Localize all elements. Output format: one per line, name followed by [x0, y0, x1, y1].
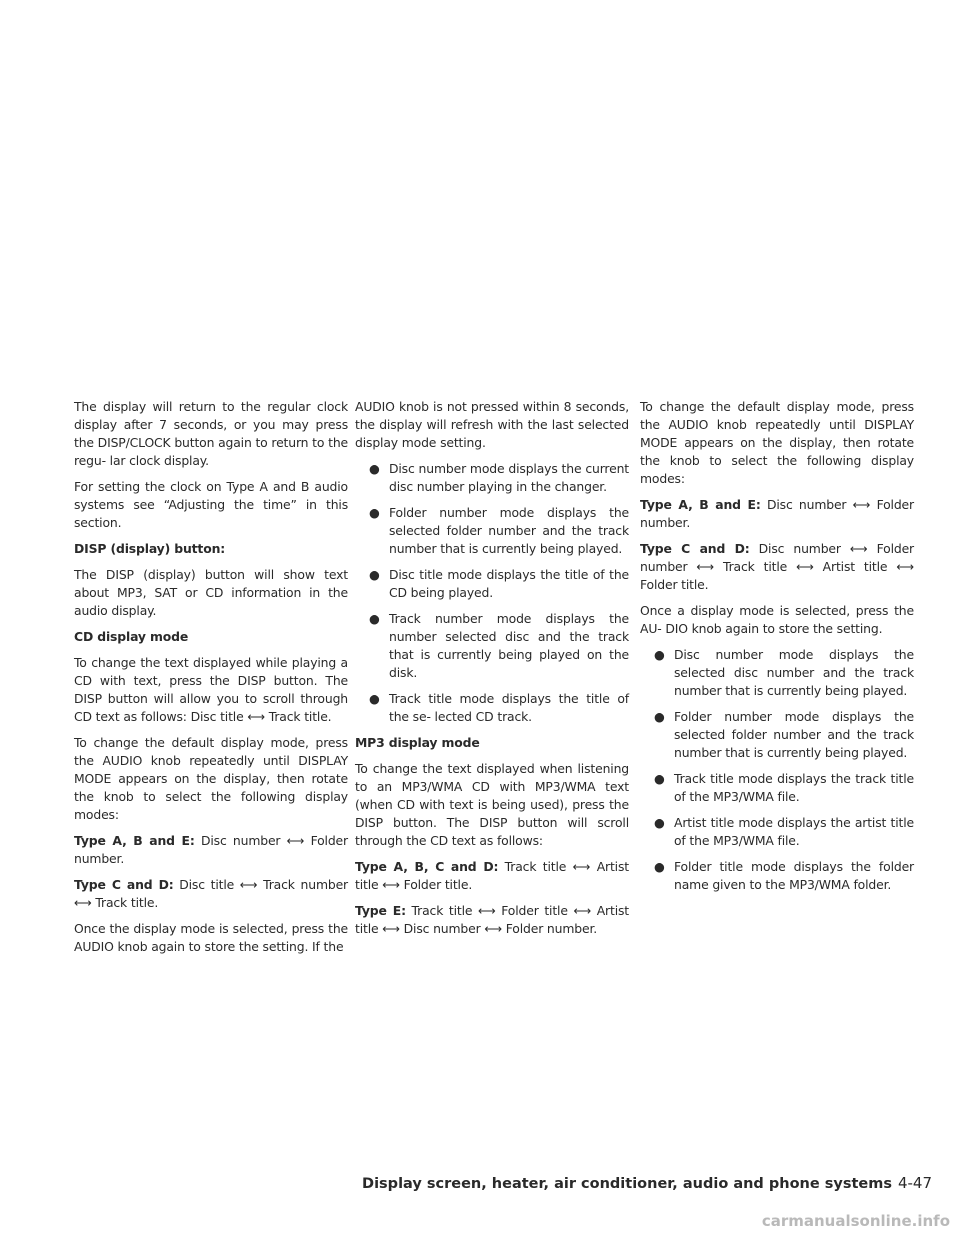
- bullet-icon: ●: [369, 611, 380, 626]
- page-footer: [362, 1174, 932, 1192]
- list-item-text: Track title mode displays the title of the se- lected CD track.: [389, 691, 629, 724]
- paragraph: [640, 496, 914, 532]
- list-item-text: Track number mode displays the number selected disc and the track that is currently being played on the disk.: [389, 611, 629, 680]
- watermark: carmanualsonline.info: [761, 1212, 950, 1230]
- list-item-text: Disc number mode displays the selected disc number and the track number that is currently being played.: [674, 647, 914, 698]
- bullet-icon: ●: [654, 709, 665, 724]
- list-item: [355, 566, 629, 602]
- list-item-text: Folder number mode displays the selected folder number and the track number that is currently being played.: [389, 505, 629, 556]
- type-text: Track title ⟷ Folder title ⟷ Artist title ⟷ Disc number ⟷ Folder number.: [355, 903, 630, 936]
- list-item: [640, 770, 914, 806]
- paragraph: [355, 902, 629, 938]
- paragraph: AUDIO knob is not pressed within 8 seconds, the display will refresh with the last selected display mode setting.: [355, 399, 629, 450]
- section-heading: MP3 display mode: [355, 735, 480, 750]
- list-item-text: Folder number mode displays the selected folder number and the track number that is currently being played.: [674, 709, 914, 760]
- list-item: [640, 708, 914, 762]
- column-left: [74, 398, 348, 964]
- bullet-icon: ●: [654, 771, 665, 786]
- list-item: [640, 646, 914, 700]
- section-heading: DISP (display) button:: [74, 541, 226, 556]
- bullet-icon: ●: [654, 815, 665, 830]
- type-label: Type A, B and E:: [640, 497, 761, 512]
- type-text: Disc title ⟷ Track number ⟷ Track title.: [74, 877, 348, 910]
- list-item-text: Artist title mode displays the artist title of the MP3/WMA file.: [674, 815, 914, 848]
- type-text: Track title ⟷ Artist title ⟷ Folder title.: [355, 859, 629, 892]
- paragraph: Once the display mode is selected, press the AUDIO knob again to store the setting. If the: [74, 921, 348, 954]
- type-label: Type E:: [355, 903, 406, 918]
- paragraph: [74, 876, 348, 912]
- type-label: Type A, B, C and D:: [355, 859, 499, 874]
- type-text: Disc number ⟷ Folder number.: [640, 497, 914, 530]
- type-label: Type C and D:: [640, 541, 750, 556]
- list-item-text: Track title mode displays the track title of the MP3/WMA file.: [674, 771, 914, 804]
- paragraph: The DISP (display) button will show text about MP3, SAT or CD information in the audio display.: [74, 567, 348, 618]
- bullet-icon: ●: [369, 567, 380, 582]
- section-heading: CD display mode: [74, 629, 189, 644]
- paragraph: For setting the clock on Type A and B audio systems see “Adjusting the time” in this section.: [74, 479, 348, 530]
- paragraph: To change the text displayed when listening to an MP3/WMA CD with MP3/WMA text (when CD with text is being used), press the DISP button. The DISP button will scroll through the CD text as follows:: [355, 761, 629, 848]
- list-item-text: Disc number mode displays the current disc number playing in the changer.: [389, 461, 629, 494]
- list-item-text: Folder title mode displays the folder name given to the MP3/WMA folder.: [674, 859, 914, 892]
- paragraph: The display will return to the regular clock display after 7 seconds, or you may press the DISP/CLOCK button again to return to the regu- lar clock display.: [74, 399, 348, 468]
- list-item: [640, 814, 914, 850]
- bullet-icon: ●: [654, 859, 665, 874]
- column-middle: [355, 398, 629, 946]
- type-text: Disc number ⟷ Folder number.: [74, 833, 348, 866]
- column-right: [640, 398, 914, 902]
- bullet-icon: ●: [369, 691, 380, 706]
- type-label: Type C and D:: [74, 877, 174, 892]
- paragraph: [74, 832, 348, 868]
- paragraph: [355, 858, 629, 894]
- bullet-icon: ●: [369, 505, 380, 520]
- bullet-icon: ●: [654, 647, 665, 662]
- list-item: [355, 504, 629, 558]
- page-number: 4-47: [897, 1174, 932, 1192]
- type-label: Type A, B and E:: [74, 833, 195, 848]
- list-item: [355, 610, 629, 682]
- list-item-text: Disc title mode displays the title of the CD being played.: [389, 567, 629, 600]
- list-item: [640, 858, 914, 894]
- paragraph: To change the default display mode, press the AUDIO knob repeatedly until DISPLAY MODE appears on the display, then rotate the knob to select the following display modes:: [74, 735, 348, 822]
- type-text: Disc number ⟷ Folder number ⟷ Track title ⟷ Artist title ⟷ Folder title.: [640, 541, 914, 592]
- list-item: [355, 690, 629, 726]
- paragraph: To change the text displayed while playing a CD with text, press the DISP button. The DISP button will allow you to scroll through CD text as follows: Disc title ⟷ Track title.: [74, 655, 348, 724]
- paragraph: [640, 540, 914, 594]
- paragraph: Once a display mode is selected, press the AU- DIO knob again to store the setting.: [640, 603, 914, 636]
- list-item: [355, 460, 629, 496]
- paragraph: To change the default display mode, press the AUDIO knob repeatedly until DISPLAY MODE appears on the display, then rotate the knob to select the following display modes:: [640, 399, 914, 486]
- bullet-icon: ●: [369, 461, 380, 476]
- footer-section-title: Display screen, heater, air conditioner, audio and phone systems: [362, 1176, 892, 1192]
